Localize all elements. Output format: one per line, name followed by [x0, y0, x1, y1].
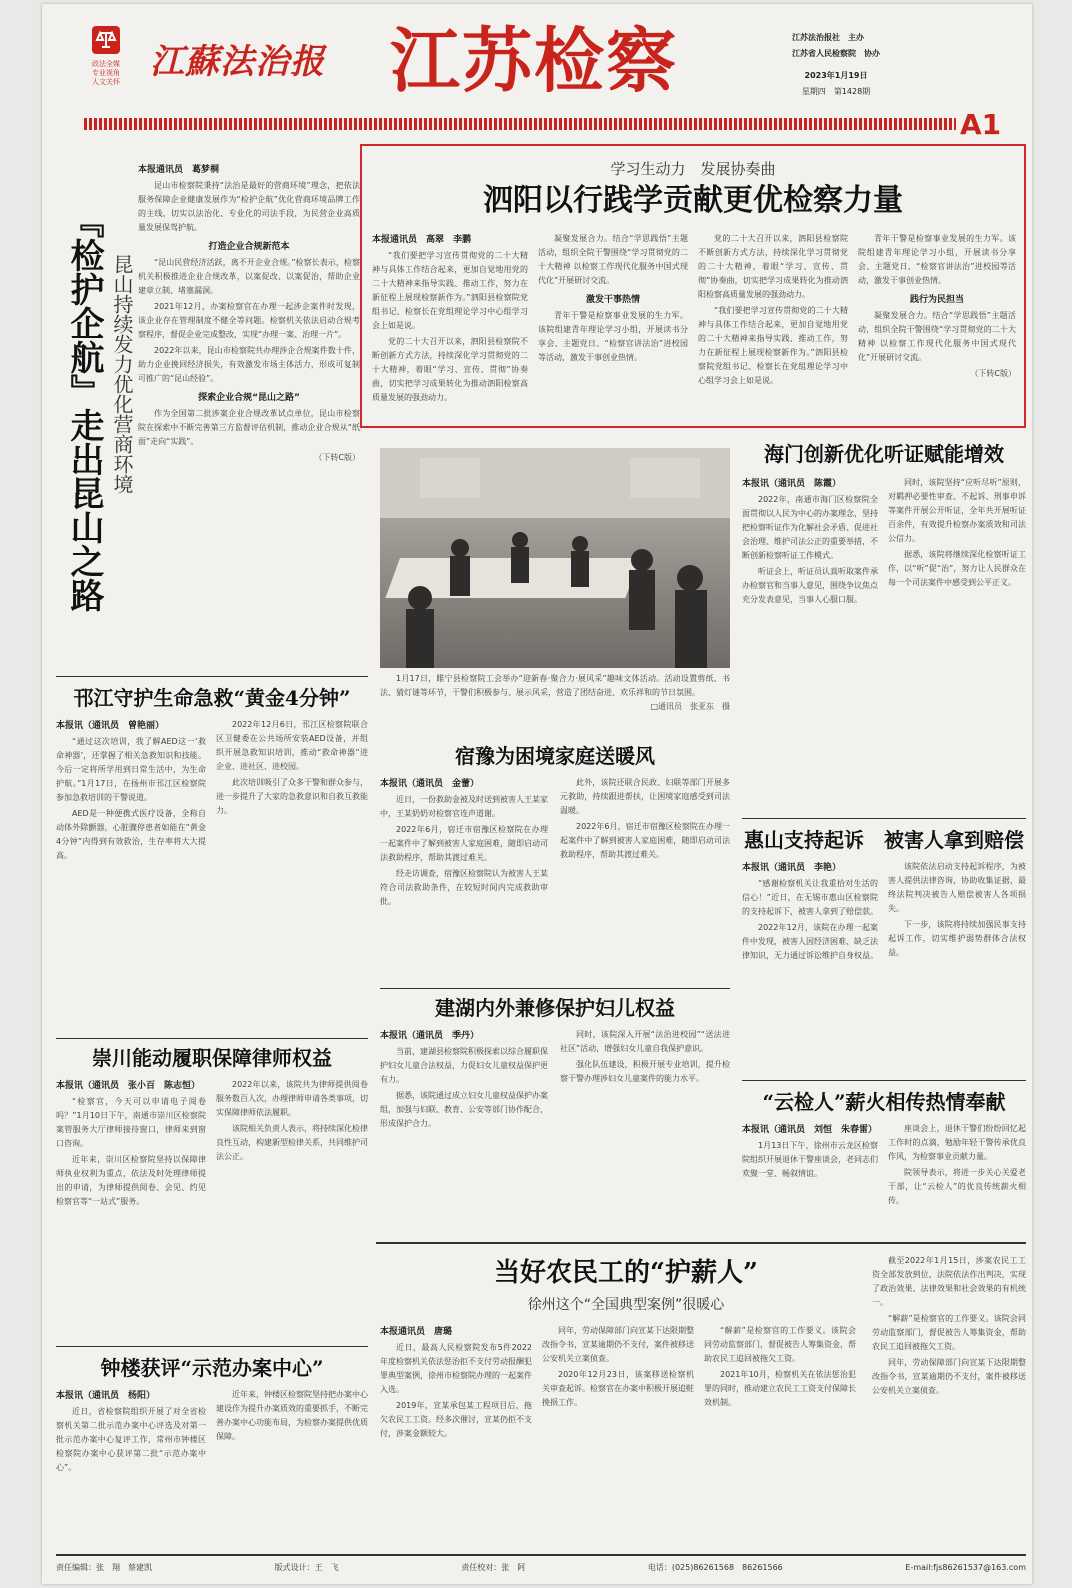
- xuzhou-para: 2021年10月，检察机关在依法惩治犯罪的同时，推动建立农民工工资支付保障长效机制。: [704, 1370, 856, 1407]
- masthead: [42, 4, 1032, 141]
- footer: [56, 1560, 1026, 1576]
- xuzhou-para: 2019年，宣某承包某工程项目后，拖欠农民工工资。经多次催讨，宣某仍拒不支付，涉案金额较大。: [380, 1401, 532, 1438]
- yunjian-para: 座谈会上，退休干警们纷纷回忆起工作时的点滴，勉励年轻干警传承优良作风，为检察事业贡献力量。: [888, 1124, 1026, 1161]
- yunjian-col-2: [888, 1122, 1026, 1238]
- lead-col-2: [538, 232, 688, 422]
- suyu-para: 近日，一份救助金被及时送到被害人王某家中，王某奶奶对检察官连声道谢。: [380, 795, 548, 818]
- yunjian-headline: “云检人”薪火相传热情奉献: [762, 1090, 1006, 1114]
- brand-name: 江蘇法治报: [150, 42, 325, 82]
- kunshan-para: 2021年12月，办案检察官在办理一起涉企案件时发现，该企业存在管理制度不健全等问题。检察机关依法启动合规考察程序，督促企业完成整改，实现“办理一案、治理一片”。: [138, 302, 360, 339]
- xuzhou-col-3: [704, 1324, 856, 1548]
- huishan-col-1: [742, 860, 878, 1076]
- lead-kicker: 学习生动力 发展协奏曲: [610, 160, 776, 178]
- news-photo: [380, 448, 730, 668]
- photo-caption: 1月17日，睢宁县检察院工会举办“迎新春·聚合力·展风采”趣味文体活动。活动设置剪纸、书法、猜灯谜等环节，干警们积极参与、展示风采，营造了团结奋进、欢乐祥和的节日氛围。: [380, 674, 730, 697]
- section-title: 江苏检察: [390, 20, 678, 102]
- jianhu-article: [380, 994, 730, 1236]
- page-number: A1: [960, 108, 1002, 141]
- xuzhou-headline: 当好农民工的“护薪人”: [494, 1258, 758, 1288]
- photo-caption-block: [380, 672, 730, 736]
- chongchuan-col-1: [56, 1078, 206, 1342]
- jianhu-para: 强化队伍建设，积极开展专业培训，提升检察干警办理涉妇女儿童案件的能力水平。: [560, 1060, 730, 1083]
- footer-email: E-mail:fjs86261537@163.com: [905, 1563, 1026, 1572]
- footer-design: 版式设计：王 飞: [274, 1563, 339, 1572]
- lead-col-1: [372, 232, 528, 422]
- jianhu-para: 当前，建湖县检察院积极探索以综合履职保护妇女儿童合法权益，力促妇女儿童权益保护更有力。: [380, 1047, 548, 1084]
- huishan-para: 下一步，该院将持续加强民事支持起诉工作，切实维护弱势群体合法权益。: [888, 920, 1026, 957]
- chongchuan-byline: 本报讯（通讯员 张小百 陈志恒）: [56, 1081, 201, 1091]
- huishan-para: 该院依法启动支持起诉程序，为被害人提供法律咨询，协助收集证据，最终法院判决被告人赔偿被害人各项损失。: [888, 862, 1026, 913]
- haimen-para: 2022年，南通市海门区检察院全面贯彻以人民为中心的办案理念，坚持把检察听证作为化解社会矛盾、促进社会治理、维护司法公正的重要举措，不断创新检察听证工作模式。: [742, 495, 878, 560]
- sponsor-1: 江苏法治报社: [792, 33, 840, 42]
- masthead-bar: [84, 118, 956, 130]
- lead-col-4: [858, 232, 1016, 422]
- kunshan-byline: 本报通讯员 葛梦桐: [138, 165, 220, 175]
- lead-para: “我们要把学习宣传贯彻党的二十大精神与具体工作结合起来，更加自觉地用党的二十大精神来指导实践、推动工作，努力在新征程上展现检察新作为。”泗阳县检察院党组书记、检察长在党组理论学习中心组学习会上如是说。: [372, 251, 528, 330]
- kunshan-continued: （下转C版）: [314, 453, 360, 462]
- kunshan-para: “昆山民营经济活跃，离不开企业合规。”检察长表示，检察机关积极推进企业合规改革，以案促改、以案促治，帮助企业建章立制、堵塞漏洞。: [138, 258, 360, 295]
- jianhu-byline: 本报讯（通讯员 季丹）: [380, 1031, 480, 1041]
- suyu-para: 2022年6月，宿迁市宿豫区检察院在办理一起案件中了解到被害人家庭困难，随即启动司法救助程序，帮助其渡过难关。: [380, 825, 548, 862]
- zhonglou-para: 近年来，钟楼区检察院坚持把办案中心建设作为提升办案质效的重要抓手，不断完善办案中心功能布局，为检察办案提供优质保障。: [216, 1390, 368, 1441]
- hanjiang-para: AED是一种便携式医疗设备，全称自动体外除颤器，心脏骤停患者如能在“黄金4分钟”内得到有效救治，生存率将大大提高。: [56, 809, 206, 860]
- kunshan-article: [56, 144, 362, 674]
- weekday: 星期四: [801, 87, 826, 96]
- lead-col-3: [698, 232, 848, 422]
- scales-icon: [92, 26, 120, 54]
- kunshan-para: 2022年以来，昆山市检察院共办理涉企合规案件数十件，助力企业挽回经济损失，有效激发市场主体活力，形成可复制可推广的“昆山经验”。: [138, 346, 360, 383]
- xuzhou-para: 近日，最高人民检察院发布5件2022年度检察机关依法惩治拒不支付劳动报酬犯罪典型案例，徐州市检察院办理的一起案件入选。: [380, 1343, 532, 1394]
- xuzhou-col-1: [380, 1324, 532, 1548]
- xuzhou-subheadline: 徐州这个“全国典型案例”很暖心: [527, 1297, 725, 1313]
- xuzhou-article: [376, 1250, 1026, 1550]
- zhonglou-byline: 本报讯（通讯员 杨阳）: [56, 1391, 156, 1401]
- xuzhou-para: 同年，劳动保障部门向宣某下达限期整改指令书，宣某逾期仍不支付，案件被移送公安机关立案侦查。: [542, 1326, 694, 1363]
- xuzhou-para: “解薪”是检察官的工作要义。该院会同劳动监察部门，督促被告人筹集资金，帮助农民工追回被拖欠工资。: [872, 1314, 1026, 1351]
- zhonglou-headline: 钟楼获评“示范办案中心”: [100, 1356, 324, 1380]
- divider: [742, 1080, 1026, 1081]
- xuzhou-col-2: [542, 1324, 694, 1548]
- haimen-para: 据悉，该院将继续深化检察听证工作，以“听”促“治”，努力让人民群众在每一个司法案件中感受到公平正义。: [888, 550, 1026, 587]
- huishan-headline: 惠山支持起诉 被害人拿到赔偿: [744, 828, 1024, 852]
- lead-article: [360, 144, 1026, 428]
- chongchuan-para: 近年来，崇川区检察院坚持以保障律师执业权利为重点，依法及时处理律师提出的申请，为律师提供阅卷、会见、约见检察官等“一站式”服务。: [56, 1155, 206, 1206]
- footer-editor: 责任编辑：张 翔 蔡建凯: [56, 1563, 152, 1572]
- kunshan-subhead-2: 探索企业合规“昆山之路”: [198, 393, 300, 403]
- kunshan-para: 昆山市检察院秉持“法治是最好的营商环境”理念，把依法服务保障企业健康发展作为“检护企航”优化营商环境品牌工作的主线，切实以法治化、专业化的司法手段，为民营企业高质量发展保驾护航。: [138, 181, 360, 232]
- suyu-headline: 宿豫为困境家庭送暖风: [455, 744, 655, 768]
- suyu-col-1: [380, 776, 548, 984]
- xuzhou-col-4: [872, 1254, 1026, 1548]
- xuzhou-para: 截至2022年1月15日，涉案农民工工资全部发放到位，法院依法作出判决，实现了政治效果、法律效果和社会效果的有机统一。: [872, 1256, 1026, 1307]
- lead-headline: 泗阳以行践学贡献更优检察力量: [483, 183, 903, 218]
- footer-phone: 电话：(025)86261568 86261566: [647, 1563, 783, 1572]
- chongchuan-col-2: [216, 1078, 368, 1342]
- yunjian-article: [742, 1088, 1026, 1240]
- sponsor-2: 江苏省人民检察院: [792, 49, 856, 58]
- suyu-col-2: [560, 776, 730, 984]
- divider: [56, 676, 368, 677]
- chongchuan-para: 该院相关负责人表示，将持续深化检律良性互动，构建新型检律关系，共同维护司法公正。: [216, 1124, 368, 1161]
- lead-byline: 本报通讯员 高翠 李鹏: [372, 235, 472, 245]
- footer-proof: 责任校对：张 阿: [461, 1563, 526, 1572]
- xuzhou-para: 同年，劳动保障部门向宣某下达限期整改指令书，宣某逾期仍不支付，案件被移送公安机关立案侦查。: [872, 1358, 1026, 1395]
- lead-para: 青年干警是检察事业发展的生力军。该院组建青年理论学习小组，开展读书分享会、主题党日、“检察官讲法治”进校园等活动，激发干事创业热情。: [538, 311, 688, 362]
- kunshan-vertical-title: 『检护企航』走出昆山之路: [64, 204, 104, 612]
- logo-motto: 政法全媒 专业视角 人文关怀: [92, 60, 120, 86]
- haimen-byline: 本报讯（通讯员 陈霞）: [742, 479, 842, 489]
- divider: [742, 818, 1026, 819]
- chongchuan-headline: 崇川能动履职保障律师权益: [92, 1046, 332, 1070]
- haimen-col-2: [888, 476, 1026, 814]
- chongchuan-article: [56, 1044, 368, 1344]
- kunshan-vertical-subtitle: 昆山持续发力优化营商环境: [110, 254, 134, 494]
- jianhu-col-1: [380, 1028, 548, 1234]
- yunjian-para: 1月13日下午，徐州市云龙区检察院组织开展退休干警座谈会，老同志们欢聚一堂、畅叙情谊。: [742, 1141, 878, 1178]
- jianhu-para: 同时，该院深入开展“法治进校园”“送法进社区”活动，增强妇女儿童自我保护意识。: [560, 1030, 730, 1053]
- kunshan-para: 作为全国第二批涉案企业合规改革试点单位，昆山市检察院在探索中不断完善第三方监督评估机制，推动企业合规从“纸面”走向“实践”。: [138, 409, 360, 446]
- zhonglou-col-1: [56, 1388, 206, 1548]
- photo-scene: [380, 448, 730, 668]
- lead-para: 凝聚发展合力。结合“学思践悟”主题活动，组织全院干警围绕“学习贯彻党的二十大精神 以检察工作现代化服务中国式现代化”开展研讨交流。: [538, 234, 688, 285]
- lead-para: “我们要把学习宣传贯彻党的二十大精神与具体工作结合起来，更加自觉地用党的二十大精神来指导实践、推动工作，努力在新征程上展现检察新作为。”泗阳县检察院党组书记、检察长在党组理论学习中心组学习会上如是说。: [698, 306, 848, 385]
- lead-subhead-2: 践行为民担当: [909, 295, 964, 305]
- divider: [56, 1346, 368, 1347]
- hanjiang-headline: 邗江守护生命急救“黄金4分钟”: [73, 686, 351, 710]
- jianhu-col-2: [560, 1028, 730, 1234]
- xuzhou-byline: 本报通讯员 唐璐: [380, 1327, 453, 1337]
- issue-number: 第1428期: [833, 87, 871, 96]
- xuzhou-para: 2020年12月23日，该案移送检察机关审查起诉。检察官在办案中积极开展追赃挽损工作。: [542, 1370, 694, 1407]
- divider: [376, 1242, 1026, 1244]
- hanjiang-col-2: [216, 718, 368, 1034]
- kunshan-body: [138, 162, 360, 670]
- footer-rule: [56, 1554, 1026, 1556]
- suyu-article: [380, 742, 730, 986]
- zhonglou-col-2: [216, 1388, 368, 1548]
- lead-subhead-1: 激发干事热情: [585, 295, 640, 305]
- jianhu-para: 据悉，该院通过成立妇女儿童权益保护办案组，加强与妇联、教育、公安等部门协作配合，形成保护合力。: [380, 1091, 548, 1128]
- logo-badge: [92, 26, 120, 54]
- issue-date: 2023年1月19日: [804, 71, 868, 80]
- kunshan-subhead-1: 打造企业合规新范本: [208, 242, 290, 252]
- jianhu-headline: 建湖内外兼修保护妇儿权益: [435, 996, 675, 1020]
- zhonglou-para: 近日，省检察院组织开展了对全省检察机关第二批示范办案中心评选及对第一批示范办案中心复评工作，常州市钟楼区检察院办案中心获评第二批“示范办案中心”。: [56, 1407, 206, 1472]
- lead-para: 青年干警是检察事业发展的生力军。该院组建青年理论学习小组，开展读书分享会、主题党日、“检察官讲法治”进校园等活动，激发干事创业热情。: [858, 234, 1016, 285]
- hanjiang-byline: 本报讯（通讯员 曾艳丽）: [56, 721, 165, 731]
- haimen-article: [742, 440, 1026, 816]
- suyu-byline: 本报讯（通讯员 金蕾）: [380, 779, 480, 789]
- hanjiang-col-1: [56, 718, 206, 1034]
- newspaper-page: [42, 4, 1032, 1584]
- hanjiang-article: [56, 684, 368, 1036]
- huishan-para: “感谢检察机关让我重拾对生活的信心！”近日，在无锡市惠山区检察院的支持起诉下，被害人拿到了赔偿款。: [742, 879, 878, 916]
- haimen-para: 听证会上，听证员认真听取案件承办检察官和当事人意见，围绕争议焦点充分发表意见，当事人心服口服。: [742, 567, 878, 604]
- huishan-article: [742, 826, 1026, 1078]
- lead-para: 凝聚发展合力。结合“学思践悟”主题活动，组织全院干警围绕“学习贯彻党的二十大精神 以检察工作现代化服务中国式现代化”开展研讨交流。: [858, 311, 1016, 362]
- yunjian-col-1: [742, 1122, 878, 1238]
- chongchuan-para: “检察官，今天可以申请电子阅卷吗？”1月10日下午，南通市崇川区检察院案管服务大厅律师接待窗口，律师来到窗口咨询。: [56, 1097, 206, 1148]
- lead-para: 党的二十大召开以来，泗阳县检察院不断创新方式方法，持续深化学习贯彻党的二十大精神，着眼“学习、宣传、贯彻”协奏曲，切实把学习成果转化为推动泗阳检察高质量发展的强劲动力。: [698, 234, 848, 299]
- huishan-col-2: [888, 860, 1026, 1076]
- divider: [380, 988, 730, 989]
- lead-continued: （下转C版）: [970, 369, 1016, 378]
- sponsor-block: 江苏法治报社 主办 江苏省人民检察院 协办 2023年1月19日 星期四 第1428期: [792, 33, 880, 96]
- haimen-col-1: [742, 476, 878, 814]
- hanjiang-para: “通过这次培训，我了解AED这一‘救命神器’，还掌握了相关急救知识和技能。今后一定将所学用到日常生活中，为生命护航。”1月17日，在扬州市邗江区检察院参加急救培训的干警说道。: [56, 737, 206, 802]
- huishan-para: 2022年12月，该院在办理一起案件中发现，被害人因经济困难、缺乏法律知识，无力通过诉讼维护自身权益。: [742, 923, 878, 960]
- xuzhou-para: “解薪”是检察官的工作要义。该院会同劳动监察部门，督促被告人筹集资金，帮助农民工追回被拖欠工资。: [704, 1326, 856, 1363]
- zhonglou-article: [56, 1354, 368, 1548]
- yunjian-para: 院领导表示，将进一步关心关爱老干部，让“云检人”的优良传统薪火相传。: [888, 1168, 1026, 1205]
- suyu-para: 经走访调查，宿豫区检察院认为被害人王某符合司法救助条件，在较短时间内完成救助审批。: [380, 869, 548, 906]
- lead-para: 党的二十大召开以来，泗阳县检察院不断创新方式方法，持续深化学习贯彻党的二十大精神，着眼“学习、宣传、贯彻”协奏曲，切实把学习成果转化为推动泗阳检察高质量发展的强劲动力。: [372, 337, 528, 402]
- suyu-para: 2022年6月，宿迁市宿豫区检察院在办理一起案件中了解到被害人家庭困难，随即启动司法救助程序，帮助其渡过难关。: [560, 822, 730, 859]
- hanjiang-para: 2022年12月6日，邗江区检察院联合区卫健委在公共场所安装AED设备，并组织开展急救知识培训，推动“救命神器”进企业、进社区、进校园。: [216, 720, 368, 771]
- divider: [56, 1038, 368, 1039]
- haimen-para: 同时，该院坚持“应听尽听”原则，对羁押必要性审查、不起诉、刑事申诉等案件开展公开听证，全年共开展听证百余件，有效提升检察办案质效和司法公信力。: [888, 478, 1026, 543]
- photo-credit: □通讯员 张亚东 摄: [650, 702, 730, 711]
- yunjian-byline: 本报讯（通讯员 刘恒 朱春雷）: [742, 1125, 878, 1135]
- haimen-headline: 海门创新优化听证赋能增效: [764, 442, 1004, 466]
- hanjiang-para: 此次培训吸引了众多干警和群众参与，进一步提升了大家的急救意识和自救互救能力。: [216, 778, 368, 815]
- huishan-byline: 本报讯（通讯员 李艳）: [742, 863, 842, 873]
- suyu-para: 此外，该院还联合民政、妇联等部门开展多元救助，持续跟进帮扶，让困境家庭感受到司法温暖。: [560, 778, 730, 815]
- chongchuan-para: 2022年以来，该院共为律师提供阅卷服务数百人次，办理律师申请各类事项，切实保障律师依法履职。: [216, 1080, 368, 1117]
